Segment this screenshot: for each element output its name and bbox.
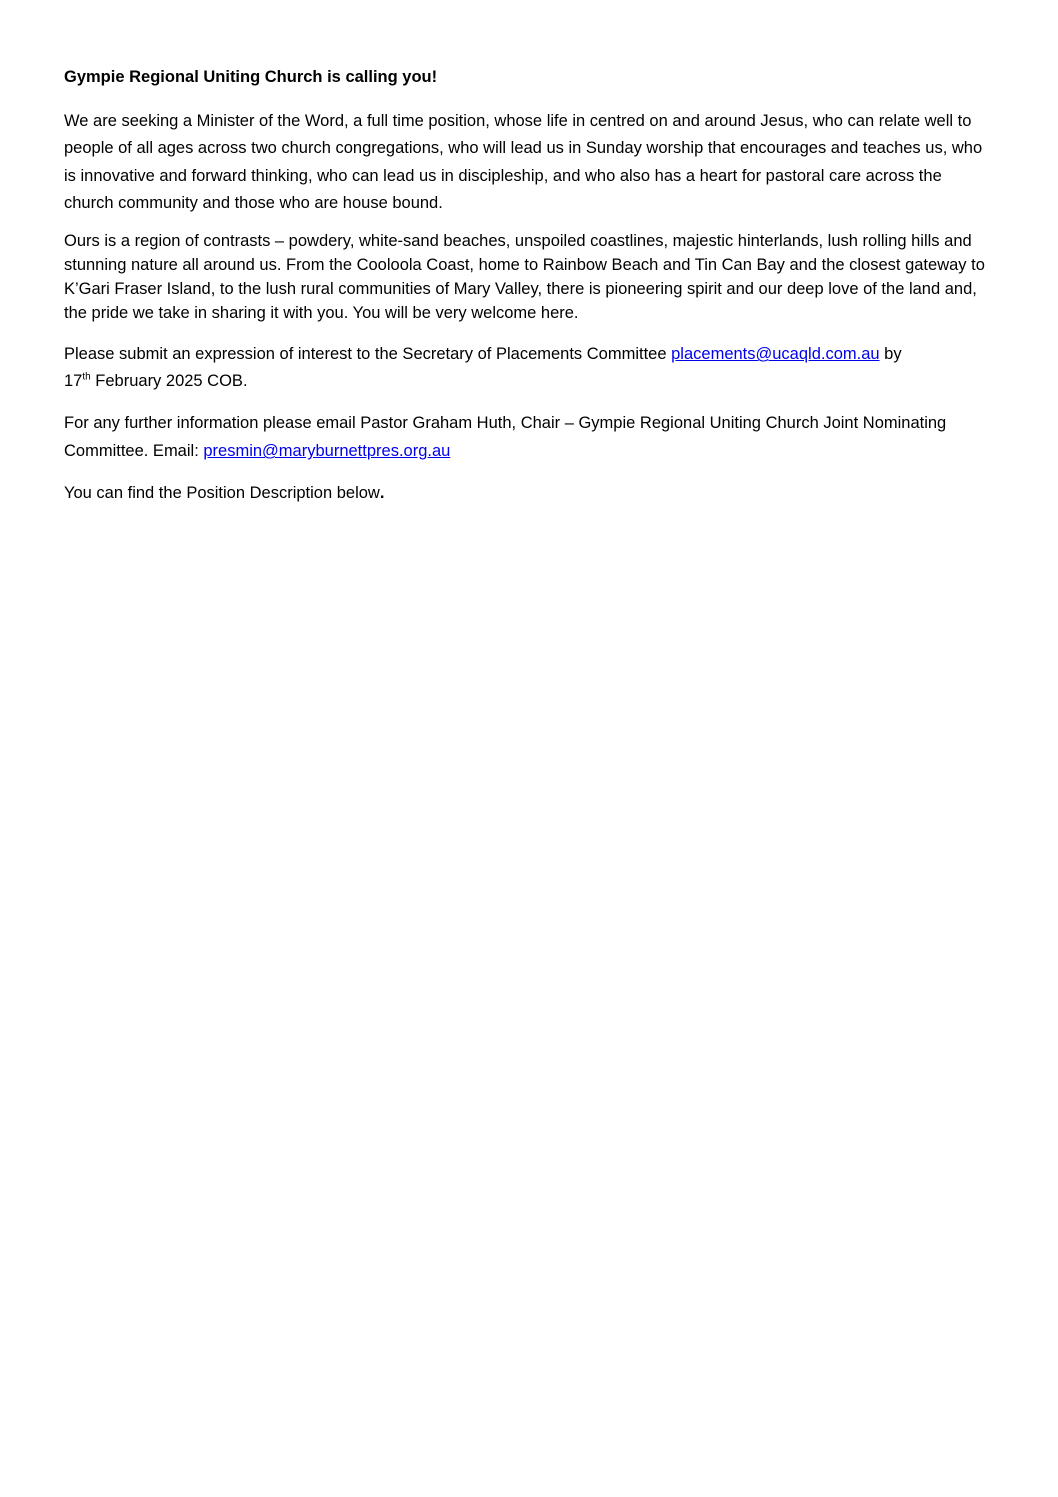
submission-paragraph <box>64 341 994 395</box>
deadline-day-suffix: th <box>82 371 91 383</box>
position-description-paragraph <box>64 481 994 505</box>
intro-paragraph: We are seeking a Minister of the Word, a full time position, whose life in centred on and around Jesus, who can relate well to people of all ages across two church congregations, who will lead us in Sunday worship that encourages and teaches us, who is innovative and forward thinking, who can lead us in discipleship, and who also has a heart for pastoral care across the church community and those who are house bound. <box>64 112 983 212</box>
contact-paragraph <box>64 409 994 465</box>
submission-text-by: by <box>879 345 902 364</box>
position-description-period: . <box>379 484 385 503</box>
contact-text: For any further information please email Pastor Graham Huth, Chair – Gympie Regional Uniting Church Joint Nominating Committee. Email: <box>64 414 947 461</box>
document-heading: Gympie Regional Uniting Church is calling you! <box>64 68 438 86</box>
region-paragraph: Ours is a region of contrasts – powdery, white-sand beaches, unspoiled coastlines, majestic hinterlands, lush rolling hills and stunning nature all around us. From the Cooloola Coast, home to Rainbow Beach and Tin Can Bay and the closest gateway to K’Gari Fraser Island, to the lush rural communities of Mary Valley, there is pioneering spirit and our deep love of the land and, the pride we take in sharing it with you. You will be very welcome here. <box>64 232 985 323</box>
presmin-email-link[interactable]: presmin@maryburnettpres.org.au <box>203 442 451 461</box>
submission-text: Please submit an expression of interest to the Secretary of Placements Committee <box>64 345 672 364</box>
document-content <box>64 66 994 505</box>
placements-email-link[interactable]: placements@ucaqld.com.au <box>671 345 880 364</box>
position-description-text: You can find the Position Description below <box>64 484 380 503</box>
deadline-rest: February 2025 COB. <box>90 372 248 391</box>
deadline-day: 17 <box>64 372 83 391</box>
